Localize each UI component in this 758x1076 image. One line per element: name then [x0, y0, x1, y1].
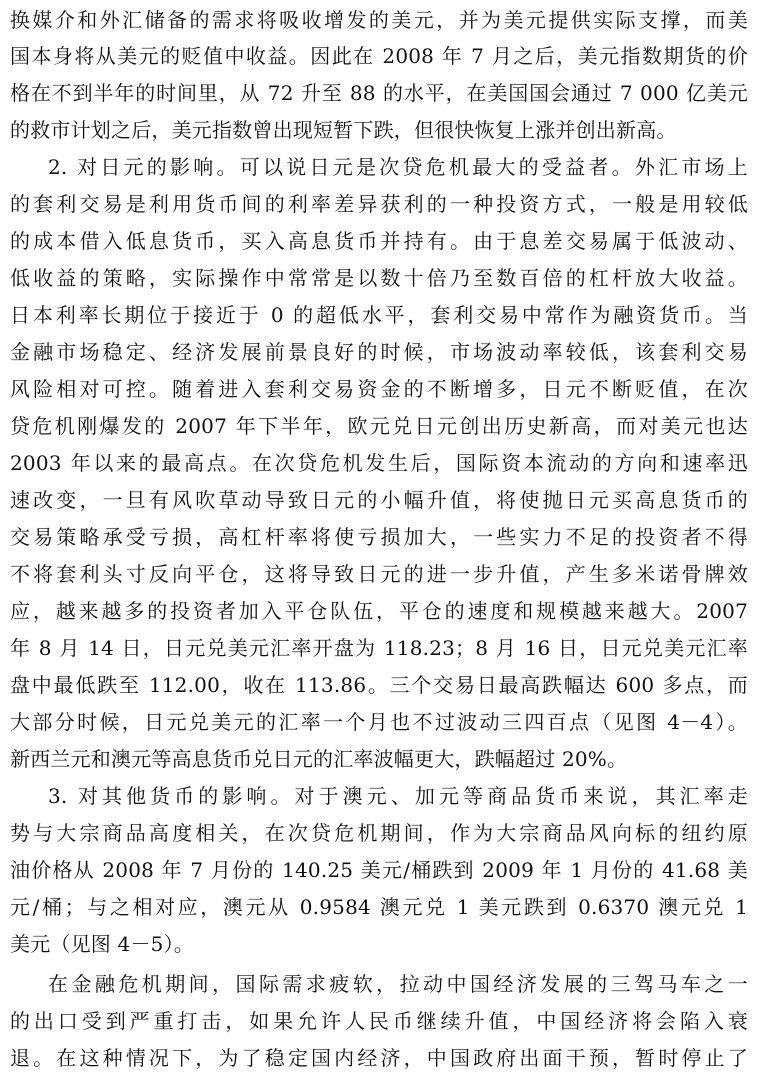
text-line: 国本身将从美元的贬值中收益。因此在 2008 年 7 月之后，美元指数期货的价 [10, 44, 748, 68]
paragraph-first-line: 在金融危机期间，国际需求疲软，拉动中国经济发展的三驾马车之一 [48, 972, 748, 996]
text-line: 2003 年以来的最高点。在次贷危机发生后，国际资本流动的方向和速率迅 [10, 451, 748, 475]
text-line: 速改变，一旦有风吹草动导致日元的小幅升值，将使抛日元买高息货币的 [10, 488, 748, 512]
text-line: 换媒介和外汇储备的需求将吸收增发的美元，并为美元提供实际支撑，而美 [10, 8, 748, 32]
text-line: 盘中最低跌至 112.00，收在 113.86。三个交易日最高跌幅达 600 多点，而 [10, 673, 748, 697]
text-line: 的成本借入低息货币，买入高息货币并持有。由于息差交易属于低波动、 [10, 229, 748, 253]
text-line: 贷危机刚爆发的 2007 年下半年，欧元兑日元创出历史新高，而对美元也达 [10, 414, 748, 438]
paragraph-heading-line: 3. 对其他货币的影响。对于澳元、加元等商品货币来说，其汇率走 [48, 784, 748, 808]
text-line: 的救市计划之后，美元指数曾出现短暂下跌，但很快恢复上涨并创出新高。 [10, 118, 677, 142]
text-line: 大部分时候，日元兑美元的汇率一个月也不过波动三四百点（见图 4－4）。 [10, 710, 748, 734]
text-line: 油价格从 2008 年 7 月份的 140.25 美元/桶跌到 2009 年 1 月份的 41.68 美 [10, 858, 748, 882]
text-line: 的套利交易是利用货币间的利率差异获利的一种投资方式，一般是用较低 [10, 192, 748, 216]
text-line: 退。在这种情况下，为了稳定国内经济，中国政府出面干预，暂时停止了 [10, 1046, 748, 1070]
text-line: 风险相对可控。随着进入套利交易资金的不断增多，日元不断贬值，在次 [10, 377, 748, 401]
text-line: 日本利率长期位于接近于 0 的超低水平，套利交易中常作为融资货币。当 [10, 303, 748, 327]
text-line: 低收益的策略，实际操作中常常是以数十倍乃至数百倍的杠杆放大收益。 [10, 266, 748, 290]
text-line: 应，越来越多的投资者加入平仓队伍，平仓的速度和规模越来越大。2007 [10, 599, 748, 623]
text-line: 金融市场稳定、经济发展前景良好的时候，市场波动率较低，该套利交易 [10, 340, 748, 364]
text-line: 势与大宗商品高度相关，在次贷危机期间，作为大宗商品风向标的纽约原 [10, 821, 748, 845]
paragraph-heading-line: 2. 对日元的影响。可以说日元是次贷危机最大的受益者。外汇市场上 [48, 155, 748, 179]
text-line: 年 8 月 14 日，日元兑美元汇率开盘为 118.23；8 月 16 日，日元兑美元汇率 [10, 636, 748, 660]
text-line: 美元（见图 4－5）。 [10, 932, 195, 956]
text-line: 交易策略承受亏损，高杠杆率将使亏损加大，一些实力不足的投资者不得 [10, 525, 748, 549]
text-line: 元/桶；与之相对应，澳元从 0.9584 澳元兑 1 美元跌到 0.6370 澳元兑 1 [10, 895, 748, 919]
text-line: 格在不到半年的时间里，从 72 升至 88 的水平，在美国国会通过 7 000 亿美元 [10, 81, 748, 105]
text-line: 不将套利头寸反向平仓，这将导致日元的进一步升值，产生多米诺骨牌效 [10, 562, 748, 586]
text-line: 的出口受到严重打击，如果允许人民币继续升值，中国经济将会陷入衰 [10, 1009, 748, 1033]
text-line: 新西兰元和澳元等高息货币兑日元的汇率波幅更大，跌幅超过 20%。 [10, 747, 628, 771]
